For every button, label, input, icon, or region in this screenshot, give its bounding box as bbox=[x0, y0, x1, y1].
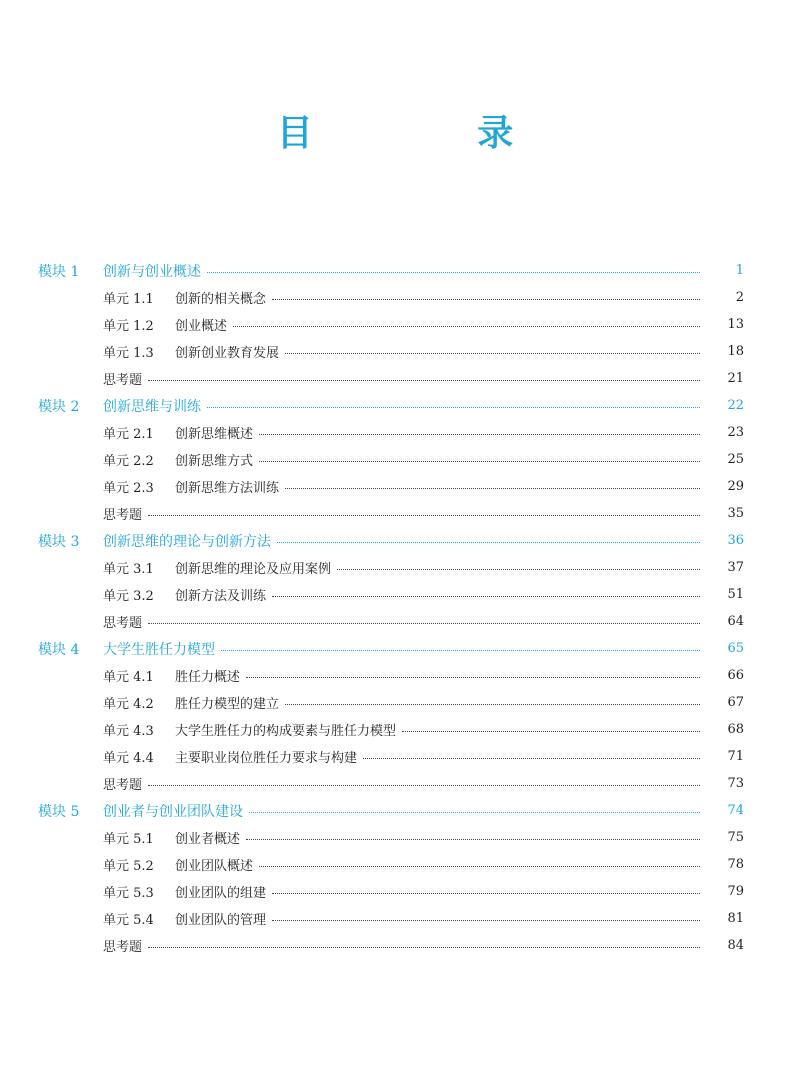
unit-title: 主要职业岗位胜任力要求与构建 bbox=[175, 751, 358, 766]
toc-review-row[interactable] bbox=[0, 608, 790, 635]
page-number: 1 bbox=[735, 263, 744, 278]
unit-title: 胜任力模型的建立 bbox=[175, 697, 280, 712]
unit-number: 单元 3.1 bbox=[103, 562, 154, 577]
page-number: 29 bbox=[727, 479, 744, 494]
module-title: 创新与创业概述 bbox=[103, 263, 201, 280]
unit-number: 单元 5.4 bbox=[103, 913, 154, 928]
toc-unit-row[interactable] bbox=[0, 662, 790, 689]
toc-review-row[interactable] bbox=[0, 365, 790, 392]
toc-unit-row[interactable] bbox=[0, 284, 790, 311]
dot-leader bbox=[285, 704, 700, 705]
dot-leader bbox=[233, 326, 700, 327]
unit-number: 单元 1.2 bbox=[103, 319, 154, 334]
toc-unit-row[interactable] bbox=[0, 419, 790, 446]
unit-number: 单元 5.3 bbox=[103, 886, 154, 901]
dot-leader bbox=[246, 839, 700, 840]
page-number: 37 bbox=[727, 560, 744, 575]
page-number: 67 bbox=[727, 695, 744, 710]
unit-number: 单元 2.1 bbox=[103, 427, 154, 442]
unit-number: 单元 1.3 bbox=[103, 346, 154, 361]
review-title: 思考题 bbox=[103, 373, 143, 388]
page-number: 13 bbox=[727, 317, 744, 332]
dot-leader bbox=[148, 785, 700, 786]
page-number: 78 bbox=[727, 857, 744, 872]
page-number: 81 bbox=[727, 911, 744, 926]
toc-unit-row[interactable] bbox=[0, 716, 790, 743]
dot-leader bbox=[148, 380, 700, 381]
module-title: 大学生胜任力模型 bbox=[103, 641, 215, 658]
toc-module-row[interactable] bbox=[0, 527, 790, 554]
unit-title: 创新思维的理论及应用案例 bbox=[175, 562, 332, 577]
unit-title: 创业团队概述 bbox=[175, 859, 254, 874]
module-number: 模块 2 bbox=[38, 398, 80, 415]
toc-review-row[interactable] bbox=[0, 500, 790, 527]
toc-module-row[interactable] bbox=[0, 392, 790, 419]
dot-leader bbox=[285, 353, 700, 354]
toc-unit-row[interactable] bbox=[0, 554, 790, 581]
unit-title: 创业团队的组建 bbox=[175, 886, 267, 901]
page-number: 36 bbox=[727, 533, 744, 548]
dot-leader bbox=[272, 893, 700, 894]
module-number: 模块 1 bbox=[38, 263, 80, 280]
toc-module-row[interactable] bbox=[0, 797, 790, 824]
unit-number: 单元 2.2 bbox=[103, 454, 154, 469]
unit-title: 创业概述 bbox=[175, 319, 228, 334]
unit-number: 单元 4.1 bbox=[103, 670, 154, 685]
page-number: 2 bbox=[735, 290, 744, 305]
review-title: 思考题 bbox=[103, 778, 143, 793]
page-number: 68 bbox=[727, 722, 744, 737]
dot-leader bbox=[207, 407, 700, 408]
unit-number: 单元 2.3 bbox=[103, 481, 154, 496]
module-number: 模块 5 bbox=[38, 803, 80, 820]
page-number: 51 bbox=[727, 587, 744, 602]
dot-leader bbox=[259, 461, 700, 462]
dot-leader bbox=[259, 866, 700, 867]
dot-leader bbox=[246, 677, 700, 678]
page-number: 23 bbox=[727, 425, 744, 440]
page-number: 35 bbox=[727, 506, 744, 521]
unit-number: 单元 5.2 bbox=[103, 859, 154, 874]
dot-leader bbox=[337, 569, 700, 570]
unit-title: 创新方法及训练 bbox=[175, 589, 267, 604]
page-number: 66 bbox=[727, 668, 744, 683]
module-title: 创业者与创业团队建设 bbox=[103, 803, 243, 820]
toc-unit-row[interactable] bbox=[0, 689, 790, 716]
unit-title: 创新思维方式 bbox=[175, 454, 254, 469]
dot-leader bbox=[221, 650, 700, 651]
dot-leader bbox=[272, 299, 700, 300]
page-number: 75 bbox=[727, 830, 744, 845]
dot-leader bbox=[402, 731, 700, 732]
toc-module-row[interactable] bbox=[0, 257, 790, 284]
dot-leader bbox=[259, 434, 700, 435]
page-number: 25 bbox=[727, 452, 744, 467]
page-number: 73 bbox=[727, 776, 744, 791]
unit-title: 创业者概述 bbox=[175, 832, 241, 847]
page-number: 18 bbox=[727, 344, 744, 359]
unit-number: 单元 5.1 bbox=[103, 832, 154, 847]
unit-number: 单元 4.2 bbox=[103, 697, 154, 712]
unit-title: 胜任力概述 bbox=[175, 670, 241, 685]
toc-unit-row[interactable] bbox=[0, 311, 790, 338]
toc-unit-row[interactable] bbox=[0, 878, 790, 905]
page-number: 84 bbox=[727, 938, 744, 953]
table-of-contents bbox=[0, 257, 790, 959]
page-number: 64 bbox=[727, 614, 744, 629]
page-number: 65 bbox=[727, 641, 744, 656]
review-title: 思考题 bbox=[103, 616, 143, 631]
dot-leader bbox=[363, 758, 700, 759]
page-title: 目 录 bbox=[276, 113, 590, 154]
dot-leader bbox=[148, 515, 700, 516]
unit-title: 创业团队的管理 bbox=[175, 913, 267, 928]
toc-unit-row[interactable] bbox=[0, 824, 790, 851]
dot-leader bbox=[285, 488, 700, 489]
toc-unit-row[interactable] bbox=[0, 446, 790, 473]
unit-number: 单元 4.4 bbox=[103, 751, 154, 766]
dot-leader bbox=[148, 623, 700, 624]
unit-title: 创新思维概述 bbox=[175, 427, 254, 442]
dot-leader bbox=[249, 812, 700, 813]
unit-number: 单元 1.1 bbox=[103, 292, 154, 307]
review-title: 思考题 bbox=[103, 508, 143, 523]
dot-leader bbox=[277, 542, 700, 543]
module-number: 模块 4 bbox=[38, 641, 80, 658]
module-number: 模块 3 bbox=[38, 533, 80, 550]
toc-unit-row[interactable] bbox=[0, 581, 790, 608]
dot-leader bbox=[272, 596, 700, 597]
unit-title: 创新思维方法训练 bbox=[175, 481, 280, 496]
toc-module-row[interactable] bbox=[0, 635, 790, 662]
unit-title: 创新的相关概念 bbox=[175, 292, 267, 307]
toc-unit-row[interactable] bbox=[0, 905, 790, 932]
dot-leader bbox=[207, 272, 700, 273]
toc-review-row[interactable] bbox=[0, 770, 790, 797]
toc-unit-row[interactable] bbox=[0, 473, 790, 500]
review-title: 思考题 bbox=[103, 940, 143, 955]
unit-title: 大学生胜任力的构成要素与胜任力模型 bbox=[175, 724, 397, 739]
unit-number: 单元 3.2 bbox=[103, 589, 154, 604]
page-number: 22 bbox=[727, 398, 744, 413]
dot-leader bbox=[272, 920, 700, 921]
module-title: 创新思维与训练 bbox=[103, 398, 201, 415]
page-number: 21 bbox=[727, 371, 744, 386]
toc-unit-row[interactable] bbox=[0, 338, 790, 365]
page-number: 74 bbox=[727, 803, 744, 818]
module-title: 创新思维的理论与创新方法 bbox=[103, 533, 271, 550]
unit-title: 创新创业教育发展 bbox=[175, 346, 280, 361]
toc-unit-row[interactable] bbox=[0, 851, 790, 878]
page-number: 79 bbox=[727, 884, 744, 899]
unit-number: 单元 4.3 bbox=[103, 724, 154, 739]
page-number: 71 bbox=[727, 749, 744, 764]
dot-leader bbox=[148, 947, 700, 948]
toc-unit-row[interactable] bbox=[0, 743, 790, 770]
toc-review-row[interactable] bbox=[0, 932, 790, 959]
